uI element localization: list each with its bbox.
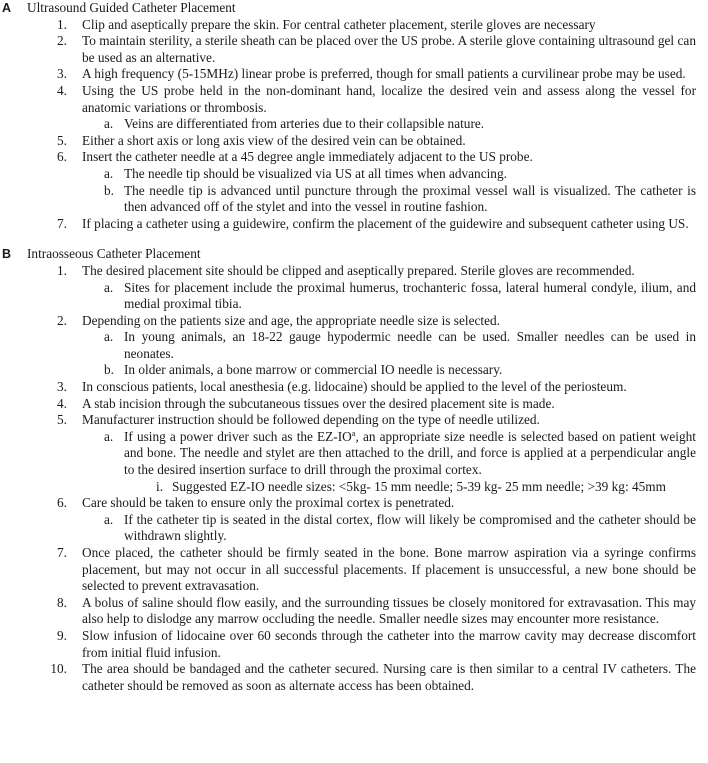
list-item: 7. If placing a catheter using a guidewire, confirm the placement of the guidewire and subsequent catheter using US. bbox=[57, 215, 689, 231]
list-item: 5. Either a short axis or long axis view of the desired vein can be obtained. bbox=[57, 132, 466, 148]
section-b-heading bbox=[0, 246, 708, 263]
section-a bbox=[0, 0, 708, 232]
list-subitem: a. If using a power driver such as the $EZ-IO^a$, an appropriate size needle is selected based on patient weight and bone. The needle and stylet are then attached to the drill, and force is applied at a perpendicular angle to the desired insertion surface to drill through the proximal cortex. bbox=[104, 427, 696, 478]
section-b-title: Intraosseous Catheter Placement bbox=[27, 246, 201, 262]
list-subsubitem: i. Suggested EZ-IO needle sizes: <5kg- 15 mm needle; 5-39 kg- 25 mm needle; >39 kg: 45mm bbox=[156, 478, 666, 494]
list-item: 10. The area should be bandaged and the catheter secured. Nursing care is then similar to a central IV catheters. The catheter should be removed as soon as alternate access has been obtained. bbox=[50, 661, 696, 693]
list-item: 2. To maintain sterility, a sterile sheath can be placed over the US probe. A sterile glove containing ultrasound gel can be used as an alternative. bbox=[57, 33, 696, 65]
list-item: 4. Using the US probe held in the non-dominant hand, localize the desired vein and assess along the vessel for anatomic variations or thrombosis. bbox=[57, 82, 696, 115]
list-item: 5. Manufacturer instruction should be followed depending on the type of needle utilized. bbox=[57, 412, 540, 428]
list-item: 8. A bolus of saline should flow easily, and the surrounding tissues be closely monitored for extravasation. This may also help to dislodge any marrow occluding the needle. Smaller needle sizes may encounter more resistance. bbox=[57, 594, 696, 627]
section-b bbox=[0, 246, 708, 694]
list-item: 2. Depending on the patients size and age, the appropriate needle size is selected. bbox=[57, 312, 500, 328]
footnote-marker: a bbox=[351, 427, 356, 438]
list-item: 3. A high frequency (5-15MHz) linear probe is preferred, though for small patients a curvilinear probe may be used. bbox=[57, 66, 686, 82]
list-item: 9. Slow infusion of lidocaine over 60 seconds through the catheter into the marrow cavity may decrease discomfort from initial fluid infusion. bbox=[57, 627, 696, 660]
section-a-title: Ultrasound Guided Catheter Placement bbox=[27, 0, 236, 15]
list-item: 1. Clip and aseptically prepare the skin. For central catheter placement, sterile gloves are necessary bbox=[57, 16, 596, 32]
section-a-heading bbox=[0, 0, 708, 17]
list-subitem: a. Sites for placement include the proximal humerus, trochanteric fossa, lateral humeral condyle, ilium, and medial proximal tibia. bbox=[104, 279, 696, 312]
list-item: 6. Insert the catheter needle at a 45 degree angle immediately adjacent to the US probe. bbox=[57, 149, 533, 165]
list-item: 1. The desired placement site should be clipped and aseptically prepared. Sterile gloves are recommended. bbox=[57, 262, 635, 278]
list-item: 3. In conscious patients, local anesthesia (e.g. lidocaine) should be applied to the level of the periosteum. bbox=[57, 379, 627, 395]
list-item: 7. Once placed, the catheter should be firmly seated in the bone. Bone marrow aspiration via a syringe confirms placement, but may not occur in all successful placements. If placement is unsuccessful, a new bone should be selected to prevent extravasation. bbox=[57, 545, 696, 594]
list-subitem: a. If the catheter tip is seated in the distal cortex, flow will likely be compromised and the catheter should be withdrawn slightly. bbox=[104, 511, 696, 544]
list-subitem: a. Veins are differentiated from arteries due to their collapsible nature. bbox=[104, 116, 485, 132]
list-item: 6. Care should be taken to ensure only the proximal cortex is penetrated. bbox=[57, 495, 455, 511]
list-subitem: b. In older animals, a bone marrow or commercial IO needle is necessary. bbox=[104, 362, 503, 378]
section-a-letter: A bbox=[2, 1, 12, 15]
list-subitem: b. The needle tip is advanced until puncture through the proximal vessel wall is visualized. The catheter is then advanced off of the stylet and into the vessel in routine fashion. bbox=[104, 182, 696, 215]
list-subitem: a. In young animals, an 18-22 gauge hypodermic needle can be used. Smaller needles can be used in neonates. bbox=[104, 329, 696, 361]
list-item: 4. A stab incision through the subcutaneous tissues over the desired placement site is made. bbox=[57, 395, 555, 411]
section-spacer bbox=[0, 232, 708, 246]
list-subitem: a. The needle tip should be visualized via US at all times when advancing. bbox=[104, 165, 507, 181]
section-b-letter: B bbox=[2, 247, 12, 262]
